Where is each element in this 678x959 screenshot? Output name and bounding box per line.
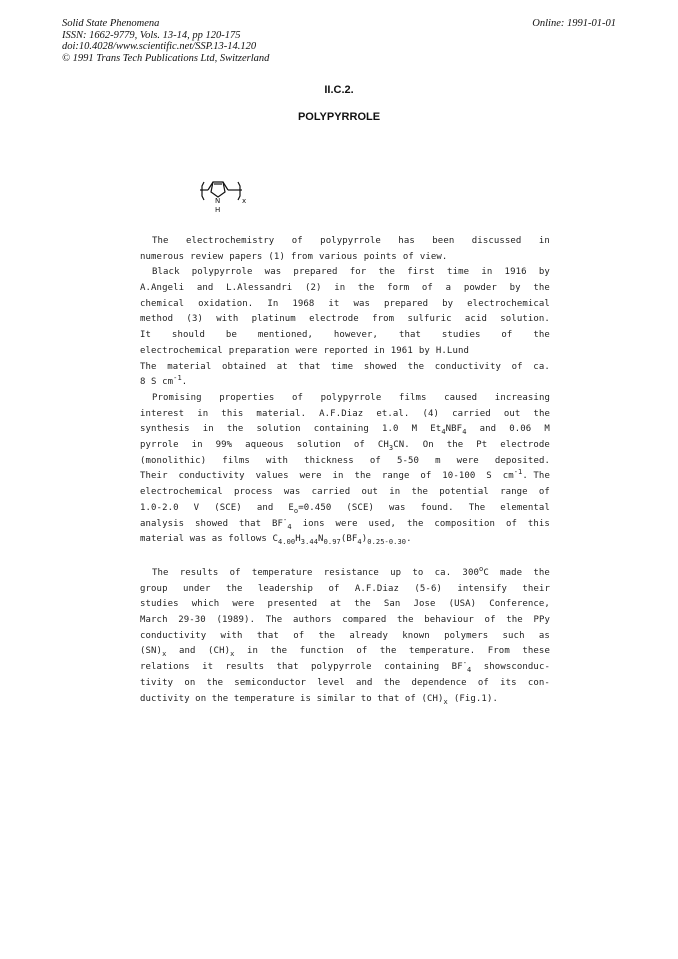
text-line: $(SN)_x$ and $(CH)_x$ in the function of the temperature. From these — [140, 646, 550, 659]
text-line: ductivity on the temperature is similar to that of $(CH)_x$ (Fig.1). — [140, 693, 498, 706]
text-line: (monolithic) films with thickness of 5-50 m were deposited. — [140, 455, 550, 466]
paragraph-3 — [140, 566, 550, 707]
pyrrole-ring — [200, 182, 242, 200]
text-line: conductivity with that of the already known polymers such as — [140, 630, 550, 641]
text-line: group under the leadership of A.F.Diaz (5-6) intensify their — [140, 583, 550, 594]
journal-name: Solid State Phenomena — [62, 18, 160, 29]
text-line: A.Angeli and L.Alessandri (2) in the form of a powder by the — [140, 283, 550, 294]
text-line: relations it results that polypyrrole containing $BF^-_4$ showsconduc- — [140, 659, 550, 674]
text-line: numerous review papers (1) from various points of view. — [140, 251, 448, 262]
text-line: Black polypyrrole was prepared for the first time in 1916 by — [152, 267, 550, 278]
copyright-line: © 1991 Trans Tech Publications Ltd, Switzerland — [62, 52, 270, 64]
paragraph-2 — [140, 391, 550, 548]
section-number: II.C.2. — [324, 84, 354, 96]
text-line: analysis showed that $BF^-_4$ ions were used, the composition of this — [140, 515, 550, 531]
text-line: 1.0-2.0 V (SCE) and $E_o=0.450$ (SCE) was found. The elemental — [140, 502, 550, 515]
text-line: electrochemical preparation were reported in 1961 by H.Lund — [140, 345, 470, 356]
text-line: It should be mentioned, however, that studies of the — [140, 330, 550, 341]
text-line: studies which were presented at the San Jose (USA) Conference, — [140, 599, 550, 610]
atom-h: H — [215, 206, 221, 214]
online-date: Online: 1991-01-01 — [532, 18, 616, 29]
text-line: method (3) with platinum electrode from sulfuric acid solution. — [140, 314, 550, 325]
text-line: March 29-30 (1989). The authors compared the behaviour of the PPy — [140, 615, 550, 626]
text-line: chemical oxidation. In 1968 it was prepared by electrochemical — [140, 298, 550, 309]
text-line: tivity on the semiconductor level and the dependence of its con- — [140, 677, 550, 688]
text-line: 8 S $cm^{-1}$. — [140, 374, 188, 388]
section-title: POLYPYRROLE — [297, 111, 381, 123]
text-line: Their conductivity values were in the range of 10-100 S $cm^{-1}$. The — [140, 468, 550, 482]
issn-line: ISSN: 1662-9779, Vols. 13-14, pp 120-175 — [62, 29, 241, 41]
text-line: The electrochemistry of polypyrrole has been discussed in — [152, 236, 550, 246]
text-line: material was as follows $C_{4.00}H_{3.44}N_{0.97}(BF_4)_{0.25-0.30}$. — [140, 534, 412, 546]
polypyrrole-structure — [198, 176, 258, 218]
text-line: interest in this material. A.F.Diaz et.al. (4) carried out the — [140, 408, 550, 419]
text-line: The material obtained at that time showed the conductivity of ca. — [140, 361, 550, 372]
text-line: The results of temperature resistance up to ca. 300$^o$C made the — [152, 565, 550, 578]
journal-header — [62, 18, 269, 64]
text-line: Promising properties of polypyrrole films caused increasing — [152, 393, 550, 403]
right-bracket — [238, 182, 240, 200]
text-line: pyrrole in 99% aqueous solution of $CH_3CN$. On the Pt electrode — [140, 440, 550, 452]
text-line: synthesis in the solution containing 1.0 M $Et_4NBF_4$ and 0.06 M — [140, 424, 550, 437]
text-line: electrochemical process was carried out in the potential range of — [140, 487, 550, 498]
atom-n: N — [215, 197, 221, 205]
left-bracket — [202, 182, 204, 200]
repeat-subscript: x — [242, 197, 247, 205]
paragraph-1 — [140, 234, 550, 391]
doi-line[interactable]: doi:10.4028/www.scientific.net/SSP.13-14.120 — [62, 41, 257, 52]
